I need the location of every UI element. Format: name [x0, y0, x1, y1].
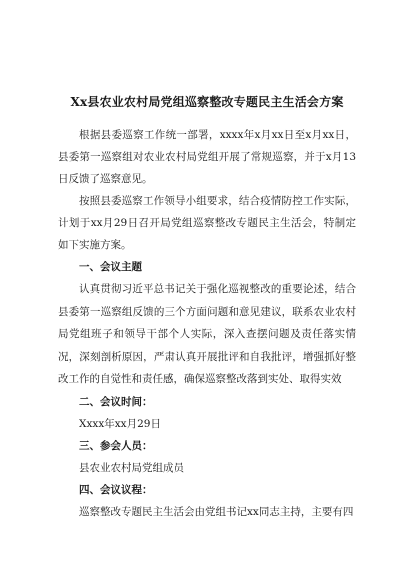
section-heading-time: 二、会议时间： — [79, 395, 153, 408]
intro-paragraph-1: 根据县委巡察工作统一部署，xxxx年x月xx日至x月xx日，县委第一巡察组对农业农村局党组开展了常规巡察，并于x月13日反馈了巡察意见。 — [58, 129, 356, 185]
section-heading-attendees: 三、参会人员： — [79, 439, 153, 452]
section-body-agenda: 巡察整改专题民主生活会由党组书记xx同志主持，主要有四 — [79, 505, 354, 518]
section-body-theme: 认真贯彻习近平总书记关于强化巡视整改的重要论述，结合县委第一巡察组反馈的三个方面问题和意见建议，联系农业农村局党组班子和领导干部个人实际，深入查摆问题及责任落实情况，深刻剖析原因，严肃认真开展批评和自我批评，增强抓好整改工作的自觉性和责任感，确保巡察整改落到实处、取得实效 — [58, 283, 356, 385]
section-heading-theme: 一、会议主题 — [79, 261, 142, 273]
intro-paragraph-2: 按照县委巡察工作领导小组要求，结合疫情防控工作实际，计划于xx月29日召开局党组巡察整改专题民主生活会，特制定如下实施方案。 — [58, 195, 356, 251]
document-title: Xx县农业农村局党组巡察整改专题民主生活会方案 — [70, 95, 344, 109]
section-body-time: Xxxx年xx月29日 — [79, 417, 161, 430]
section-heading-agenda: 四、会议议程： — [79, 483, 153, 496]
section-body-attendees: 县农业农村局党组成员 — [79, 461, 184, 474]
